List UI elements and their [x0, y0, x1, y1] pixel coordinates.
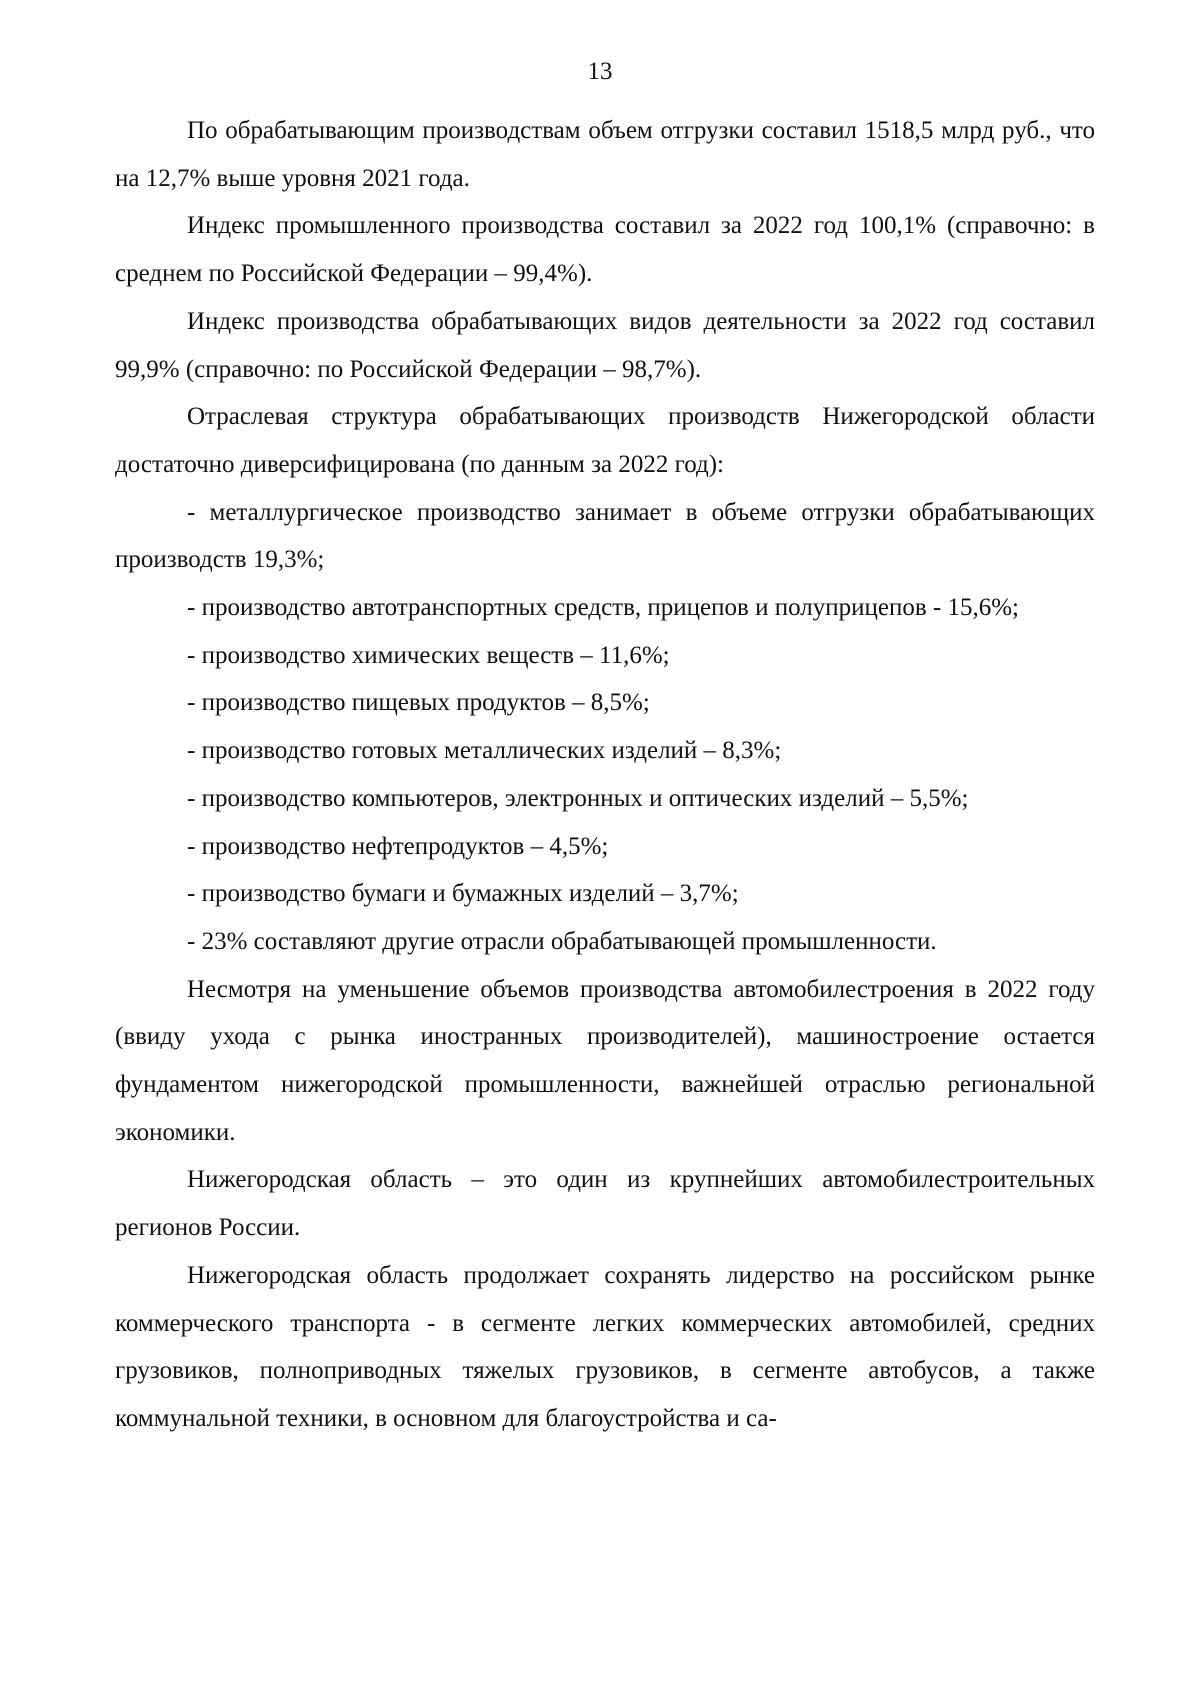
list-item: - металлургическое производство занимает в объеме отгрузки обрабатывающих производств 19,3%; — [115, 498, 1095, 574]
list-item: - 23% составляют другие отрасли обрабатывающей промышленности. — [187, 927, 937, 955]
paragraph-sector-structure: Отраслевая структура обрабатывающих производств Нижегородской области достаточно диверсифицирована (по данным за 2022 год): — [115, 403, 1095, 478]
page-number: 13 — [587, 58, 613, 85]
paragraph-shipment-volume: По обрабатывающим производствам объем отгрузки составил 1518,5 млрд руб., что на 12,7% выше уровня 2021 года. — [115, 117, 1095, 192]
list-item: - производство пищевых продуктов – 8,5%; — [187, 689, 650, 717]
paragraph-industrial-index: Индекс промышленного производства составил за 2022 год 100,1% (справочно: в среднем по Российской Федерации – 99,4%). — [115, 212, 1095, 288]
list-item: - производство бумаги и бумажных изделий – 3,7%; — [187, 880, 739, 908]
paragraph-automotive-decline: Несмотря на уменьшение объемов производства автомобилестроения в 2022 году (ввиду ухода с рынка иностранных производителей), машиностроение остается фундаментом нижегородской промышленности, важнейшей отраслью региональной экономики. — [115, 975, 1095, 1146]
paragraph-automotive-region: Нижегородская область – это один из крупнейших автомобилестроительных регионов России. — [115, 1166, 1095, 1242]
list-item: - производство химических веществ – 11,6%; — [187, 641, 670, 669]
paragraph-commercial-transport: Нижегородская область продолжает сохранять лидерство на российском рынке коммерческого транспорта - в сегменте легких коммерческих автомобилей, средних грузовиков, полноприводных тяжелых грузовиков, в сегменте автобусов, а также коммунальной техники, в основном для благоустройства и са- — [115, 1261, 1095, 1432]
list-item: - производство компьютеров, электронных и оптических изделий – 5,5%; — [187, 784, 969, 812]
body-text — [115, 107, 1095, 1443]
paragraph-manufacturing-index: Индекс производства обрабатывающих видов деятельности за 2022 год составил 99,9% (справочно: по Российской Федерации – 98,7%). — [115, 307, 1095, 383]
list-item: - производство нефтепродуктов – 4,5%; — [187, 832, 609, 860]
list-item: - производство готовых металлических изделий – 8,3%; — [187, 737, 782, 765]
list-item: - производство автотранспортных средств, прицепов и полуприцепов - 15,6%; — [187, 594, 1019, 622]
